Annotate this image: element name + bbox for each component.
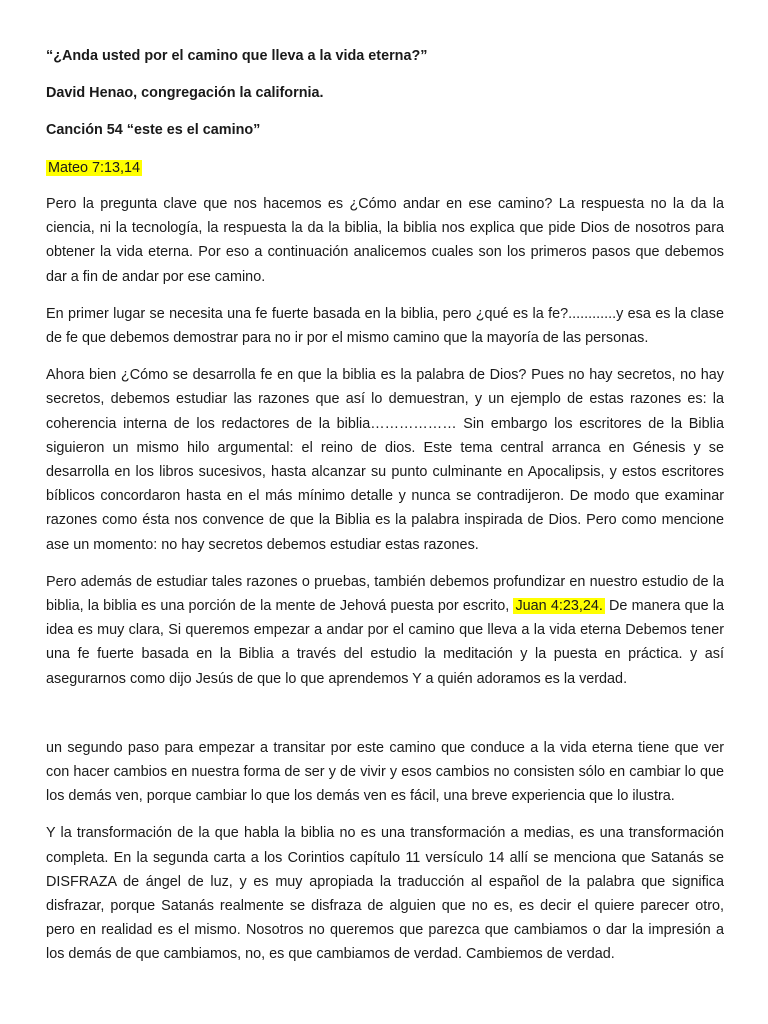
song-line: Canción 54 “este es el camino” [46,122,261,138]
paragraph-gap [46,704,724,736]
scripture-reference-line [46,157,724,179]
paragraph-6: Y la transformación de la que habla la biblia no es una transformación a medias, es una transformación completa. En la segunda carta a los Corintios capítulo 11 versículo 14 allí se menciona que Satanás se DISFRAZA de ángel de luz, y es muy apropiada la traducción al español de la palabra que significa disfrazar, porque Satanás realmente se disfraza de alguien que no es, es decir el quiere parecer otro, pero en realidad es el mismo. Nosotros no queremos que parezca que cambiamos o dar la impresión a los demás de que cambiamos, no, es que cambiamos de verdad. Cambiemos de verdad. [46,825,724,963]
paragraph-4-text-before: Pero además de estudiar tales razones o pruebas, también debemos profundizar en nuestro estudio de la biblia, la biblia es una porción de la mente de Jehová puesta por escrito, [46,573,724,615]
paragraph-5: un segundo paso para empezar a transitar por este camino que conduce a la vida eterna tiene que ver con hacer cambios en nuestra forma de ser y de vivir y esos cambios no consisten sólo en cambiar lo que los demás ven, porque cambiar lo que los demás ven es fácil, una breve experiencia que lo ilustra. [46,739,724,805]
paragraph-1: Pero la pregunta clave que nos hacemos es ¿Cómo andar en ese camino? La respuesta no la da la ciencia, ni la tecnología, la respuesta la da la biblia, la biblia nos explica que pide Dios de nosotros para obtener la vida eterna. Por eso a continuación analicemos cuales son los primeros pasos que debemos dar a fin de andar por ese camino. [46,196,724,285]
author-line: David Henao, congregación la california. [46,85,324,101]
paragraph-4 [46,570,724,691]
paragraph-4-text-after: De manera que la idea es muy clara, Si queremos empezar a andar por el camino que lleva a la vida eterna Debemos tener una fe fuerte basada en la Biblia a través del estudio la meditación y la puesta en práctica. y así asegurarnos como dijo Jesús de que lo que aprendemos Y a quién adoramos es la verdad. [46,598,724,687]
scripture-reference-highlight: Mateo 7:13,14 [48,160,141,176]
paragraph-2: En primer lugar se necesita una fe fuerte basada en la biblia, pero ¿qué es la fe?............y esa es la clase de fe que debemos demostrar para no ir por el mismo camino que la mayoría de las personas. [46,305,724,347]
document-title: “¿Anda usted por el camino que lleva a la vida eterna?” [46,48,428,64]
paragraph-4-scripture-highlight: Juan 4:23,24. [515,598,603,615]
paragraph-3: Ahora bien ¿Cómo se desarrolla fe en que la biblia es la palabra de Dios? Pues no hay secretos, no hay secretos, debemos estudiar las razones que así lo demuestran, y un ejemplo de estas razones es: la coherencia interna de los redactores de la biblia……………… Sin embargo los escritores de la Biblia siguieron un mismo hilo argumental: el reino de dios. Este tema central arranca en Génesis y se desarrolla en los libros sucesivos, hasta alcanzar su punto culminante en Apocalipsis, y estos escritores bíblicos concordaron hasta en el más mínimo detalle y nunca se contradijeron. De modo que examinar razones como ésta nos convence de que la Biblia es la palabra inspirada de Dios. Pero como mencione ase un momento: no hay secretos debemos estudiar estas razones. [46,367,724,553]
